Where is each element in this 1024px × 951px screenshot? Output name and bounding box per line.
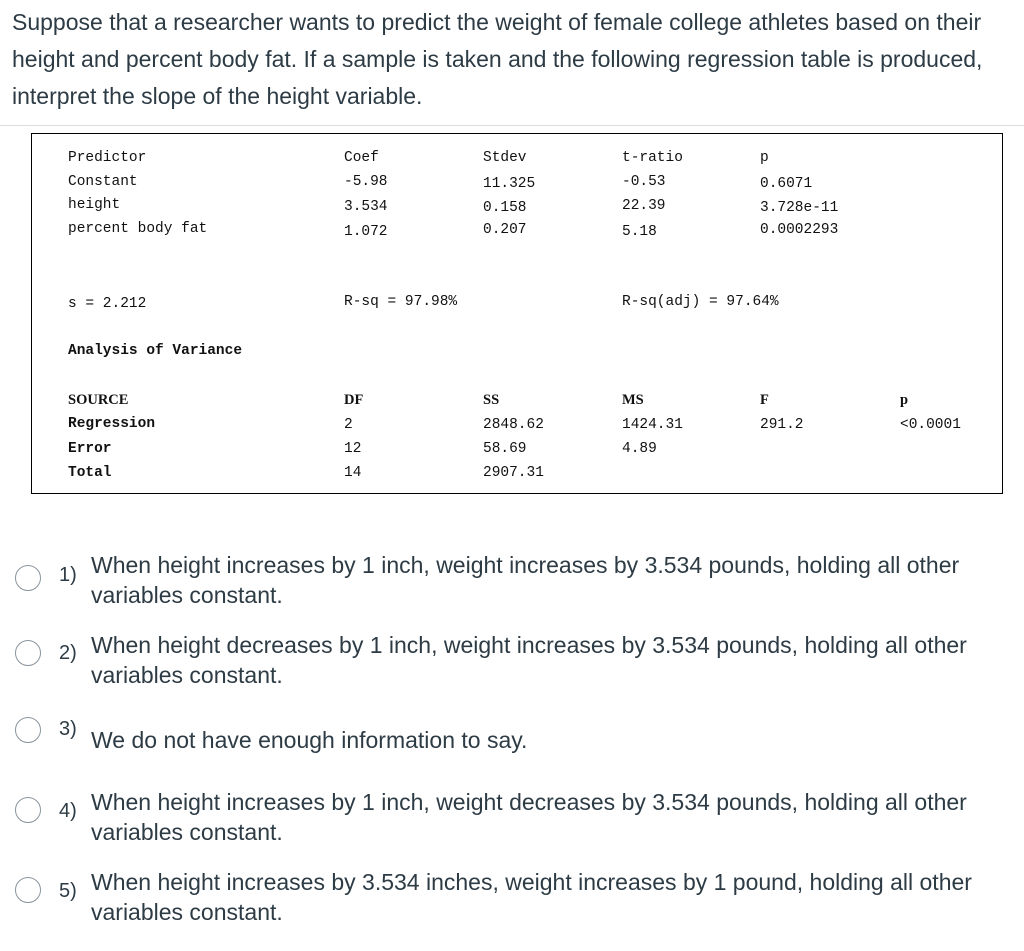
anova-header-df: DF xyxy=(344,392,364,408)
anova-p-regression: <0.0001 xyxy=(900,417,961,433)
anova-ss-total: 2907.31 xyxy=(483,465,544,481)
option-text-3: We do not have enough information to say. xyxy=(91,727,528,753)
header-coef: Coef xyxy=(344,150,379,166)
anova-header-ms: MS xyxy=(622,392,644,408)
option-number-5: 5) xyxy=(59,880,77,902)
s-value: s = 2.212 xyxy=(68,296,147,312)
p-constant: 0.6071 xyxy=(760,176,813,192)
option-text-1: When height increases by 1 inch, weight increases by 3.534 pounds, holding all other variables constant. xyxy=(91,552,960,608)
header-stdev: Stdev xyxy=(483,150,527,166)
radio-button-3[interactable] xyxy=(15,717,41,743)
header-t-ratio: t-ratio xyxy=(622,150,683,166)
anova-header-f: F xyxy=(760,392,769,408)
predictor-constant: Constant xyxy=(68,174,138,190)
p-height: 3.728e-11 xyxy=(760,200,839,216)
stdev-constant: 11.325 xyxy=(483,176,536,192)
anova-df-error: 12 xyxy=(344,441,362,457)
anova-header-p: p xyxy=(900,392,909,408)
stdev-height: 0.158 xyxy=(483,200,527,216)
anova-ss-error: 58.69 xyxy=(483,441,527,457)
predictor-height: height xyxy=(68,197,121,213)
anova-header-ss: SS xyxy=(483,392,500,408)
radio-button-5[interactable] xyxy=(15,877,41,903)
tratio-constant: -0.53 xyxy=(622,174,666,190)
anova-header-source: SOURCE xyxy=(68,392,129,408)
radio-button-4[interactable] xyxy=(15,797,41,823)
regression-table-image xyxy=(31,133,1003,494)
r-squared-adj: R-sq(adj) = 97.64% xyxy=(622,294,779,310)
stdev-body-fat: 0.207 xyxy=(483,222,527,238)
question-text: Suppose that a researcher wants to predict the weight of female college athletes based on their height and percent body fat. If a sample is taken and the following regression table is produced, interpret the slope of the height variable. xyxy=(12,9,983,109)
anova-ss-regression: 2848.62 xyxy=(483,417,544,433)
header-predictor: Predictor xyxy=(68,150,147,166)
anova-df-regression: 2 xyxy=(344,417,353,433)
anova-df-total: 14 xyxy=(344,465,362,481)
anova-f-regression: 291.2 xyxy=(760,417,804,433)
radio-button-2[interactable] xyxy=(15,640,41,666)
option-text-2: When height decreases by 1 inch, weight increases by 3.534 pounds, holding all other variables constant. xyxy=(91,632,967,688)
anova-source-error: Error xyxy=(68,441,112,457)
predictor-body-fat: percent body fat xyxy=(68,221,208,237)
coef-body-fat: 1.072 xyxy=(344,224,388,240)
coef-height: 3.534 xyxy=(344,199,388,215)
option-number-4: 4) xyxy=(59,800,77,822)
tratio-body-fat: 5.18 xyxy=(622,224,657,240)
option-text-5: When height increases by 3.534 inches, weight increases by 1 pound, holding all other variables constant. xyxy=(91,869,972,925)
p-body-fat: 0.0002293 xyxy=(760,222,839,238)
r-squared: R-sq = 97.98% xyxy=(344,294,458,310)
divider xyxy=(0,125,1024,126)
anova-source-regression: Regression xyxy=(68,416,156,432)
anova-title: Analysis of Variance xyxy=(68,343,243,359)
anova-ms-error: 4.89 xyxy=(622,441,657,457)
tratio-height: 22.39 xyxy=(622,198,666,214)
coef-constant: -5.98 xyxy=(344,174,388,190)
option-number-3: 3) xyxy=(59,718,77,740)
header-p: p xyxy=(760,150,769,166)
anova-ms-regression: 1424.31 xyxy=(622,417,683,433)
radio-button-1[interactable] xyxy=(15,565,41,591)
option-number-1: 1) xyxy=(59,564,77,586)
option-text-4: When height increases by 1 inch, weight decreases by 3.534 pounds, holding all other variables constant. xyxy=(91,789,967,845)
option-number-2: 2) xyxy=(59,642,77,664)
anova-source-total: Total xyxy=(68,465,112,481)
